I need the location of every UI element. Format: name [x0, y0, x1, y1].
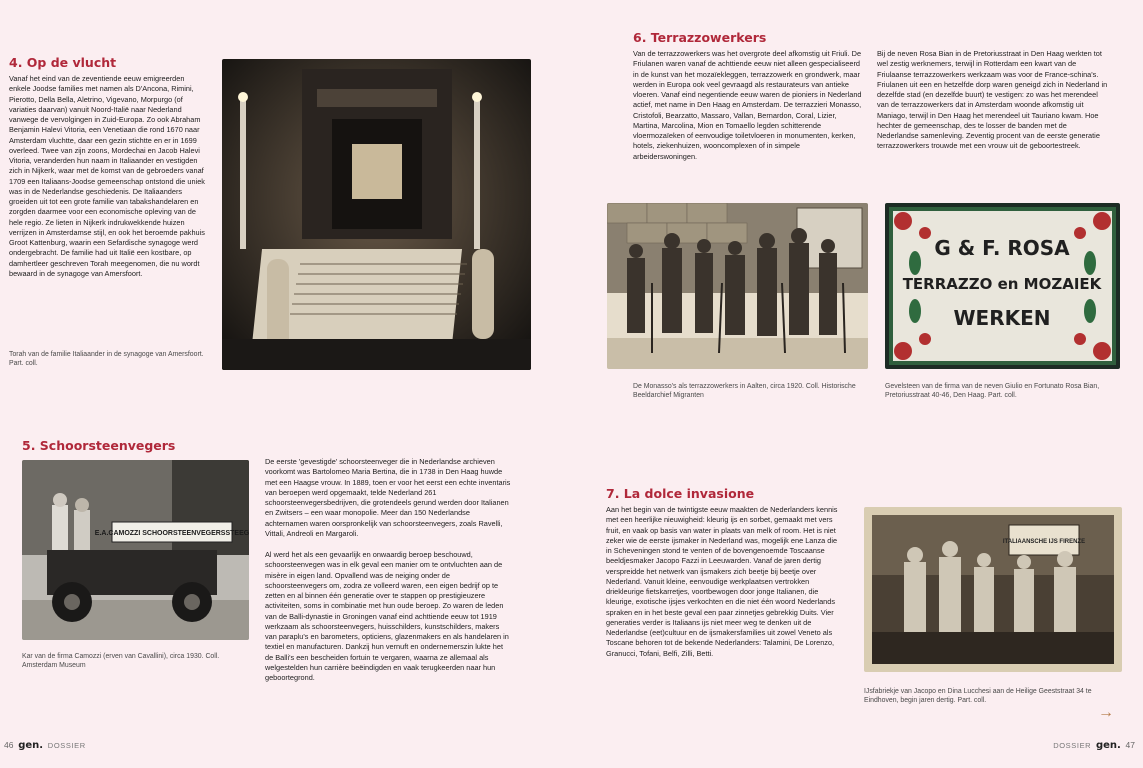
torah-photo	[222, 59, 531, 370]
footer-left	[4, 740, 86, 751]
rosa-gevelsteen-photo	[885, 203, 1120, 369]
section-7-body: Aan het begin van de twintigste eeuw maakten de Nederlanders kennis met een heerlijke nieuwigheid: kleurig ijs en sorbet, gemaakt met vers fruit, en vaak op basis van water in plaats van melk of room. Het is niet zeker wie de eerste ijsmaker in Nederland was, mogelijk ene Lanza die in Scheveningen stond te venten of de bovengenoemde Toscaanse beeldjesmaker Jacopo Fazzi in Leeuwarden. Vanaf de jaren dertig verspreidde het netwerk van ijsmakers zich beetje bij beetje over Nederland. Vanuit kleine, eenvoudige werkplaatsen vertrokken driekleurige fietskarretjes, voortbewogen door jonge Italianen, die kleurige, exotische ijsjes verkochten en die niet één woord Nederlands spraken en in het beste geval een paar zinnetjes gebrekkig Duits. Vier generaties verder is Italiaans ijs niet meer weg te denken uit de Nederlandse (eet)cultuur en de ijsmakersfamilies uit zowel Veneto als Toscane behoren tot de bekende Nederlanders: Talamini, De Lorenzo, Granucci, Tofani, Belfi, Zilli, Betti.	[606, 505, 838, 658]
sign-line-2: TERRAZZO en MOZAIEK	[902, 275, 1102, 293]
section-7-title: 7. La dolce invasione	[606, 486, 755, 501]
next-arrow-icon[interactable]: →	[1098, 704, 1114, 721]
sign-line-3: WERKEN	[953, 306, 1051, 330]
section-4-body: Vanaf het eind van de zeventiende eeuw emigreerden enkele Joodse families met namen als D'Ancona, Rimini, Pierotto, Della Bella, Aletrino, Vigevano, Morpurgo (of variaties daarvan) vanuit Noord-Italië naar Nederland vanwege de vervolgingen in Zuid-Europa. Zo ook Abraham Benjamin Halevi Vitoria, een Venetiaan die rond 1670 naar Amsterdam vluchtte, daar een gezin stichtte en er in 1699 overleed. Twee van zijn zoons, Mordechai en Jacob Halevi Vitoria, veranderden hun naam in Italiaander en vestigden zich in Nijkerk, waar met de komst van de gebroeders vanaf 1709 een Italiaans-Joodse gemeenschap ontstond die uniek was in de Nederlandse geschiedenis. De Italiaanders groeiden uit tot een grote familie van tabakshandelaren en zorgden daarmee voor een economische opleving van de hele regio. Ze lieten in Nijkerk indrukwekkende huizen verrijzen in Amsterdamse stijl, en ook het beroemde pakhuis Groot Kattenburg, waarin een Sefardische synagoge werd ondergebracht. De familie had uit Italië een kostbare, op damhertleer geschreven Torah meegenomen, die nu wordt bewaard in de synagoge van Amersfoort.	[9, 74, 205, 278]
cart-sign: E.A.CAMOZZI SCHOORSTEENVEGERSSTEEG	[94, 530, 249, 537]
ice-sign: ITALIAANSCHE IJS FIRENZE	[1002, 539, 1086, 545]
section-5-caption: Kar van de firma Camozzi (erven van Cavallini), circa 1930. Coll. Amsterdam Museum	[22, 653, 220, 670]
section-6-caption-2: Gevelsteen van de firma van de neven Giulio en Fortunato Rosa Bian, Pretoriusstraat 40-46, Den Haag. Part. coll.	[885, 383, 1100, 400]
sign-line-1: G & F. ROSA	[934, 236, 1070, 260]
dossier-tag-right: DOSSIER	[1053, 741, 1092, 750]
section-6-title: 6. Terrazzowerkers	[633, 30, 767, 45]
section-6-caption-1: De Monasso's als terrazzowerkers in Aalten, circa 1920. Coll. Historische Beeldarchief Migranten	[633, 383, 856, 400]
dossier-tag-left: DOSSIER	[47, 741, 86, 750]
section-4-caption: Torah van de familie Italiaander in de synagoge van Amersfoort. Part. coll.	[9, 351, 204, 368]
terrazzo-workers-photo	[607, 203, 868, 369]
section-5-body-2: Al werd het als een gevaarlijk en onwaardig beroep beschouwd, schoorsteenvegen was in elk geval een manier om te ontvluchten aan de misère in eigen land. Opvallend was de neiging onder de schoorsteenvegers om, zodra ze volleerd waren, een eigen bedrijf op te zetten en al binnen één generatie over te stappen op prestigieuzere activiteiten, soms in combinatie met hun oude beroep. Zo waren de leden van de Balli-dynastie in Groningen vanaf eind achttiende eeuw tot 1919 werkzaam als schoorsteenvegers, huisschilders, kunstschilders, makers van paraplu's en barometers, opticiens, glazenmakers en als handelaren in textiel en manufacturen. Dankzij hun vernuft en ondernemerszin lukte het de Balli's een bescheiden fortuin te vergaren, waarna ze allemaal als welgestelden hun carrière beëindigden en vaak terugkeerden naar hun geboortegrond.	[265, 550, 509, 682]
page-number-left: 46	[4, 740, 14, 750]
section-6-body-1: Van de terrazzowerkers was het overgrote deel afkomstig uit Friuli. De Friulanen waren vanaf de achttiende eeuw niet alleen gespecialiseerd in de kunst van het mozaïekleggen, terrazzowerk en grondwerk, maar werden in Europa ook veel gevraagd als restaurateurs van antieke vloeren. Vanaf eind negentiende eeuw waren de pioniers in Nederland actief, met name in Den Haag en Amsterdam. De terrazzieri Monasso, Cristofoli, Bearzatto, Massaro, Vallan, Bernardon, Coral, Lizier, Martina, Marcolina, Mion en Tomaello legden schitterende vloermozaïeken of eenvoudige toiletvloeren in monumenten, kerken, hotels, ziekenhuizen, wooncomplexen of in simpele arbeiderswoningen.	[633, 49, 862, 161]
section-4-title: 4. Op de vlucht	[9, 55, 117, 70]
brand-right: gen.	[1095, 740, 1121, 751]
chimney-sweep-cart-photo	[22, 460, 249, 640]
section-7-caption: IJsfabriekje van Jacopo en Dina Lucchesi aan de Heilige Geeststraat 34 te Eindhoven, begin jaren dertig. Part. coll.	[864, 688, 1092, 705]
section-6-body-2: Bij de neven Rosa Bian in de Pretoriusstraat in Den Haag werkten tot wel zestig werknemers, terwijl in Rotterdam een kwart van de Friulaanse terrazzowerkers werkzaam was voor de France-schina's. Friulanen uit een en hetzelfde dorp waren geneigd zich in Nederland in dezelfde stad (en dezelfde buurt) te vestigen: zo was het merendeel van de terrazzowerkers dat in Amsterdam woonde afkomstig uit Maniago, terwijl in Den Haag het merendeel uit Tauriano kwam. Hoe hechter de gemeenschap, des te losser de banden met de Nederlandse samenleving. Zeventig procent van de eerste generatie terrazzowerkers trouwde met een vrouw uit de geboortestreek.	[877, 49, 1108, 151]
section-5-title: 5. Schoorsteenvegers	[22, 438, 176, 453]
page-number-right: 47	[1125, 740, 1135, 750]
brand-left: gen.	[18, 740, 44, 751]
ice-cream-factory-photo	[864, 507, 1122, 672]
footer-right	[1053, 740, 1135, 751]
section-5-body-1: De eerste 'gevestigde' schoorsteenveger die in Nederlandse archieven voorkomt was Bartolomeo Maria Bertina, die in 1738 in Den Haag huwde met een Haagse vrouw. In 1889, toen er voor het eerst een echte inventaris van beroepen werd opgemaakt, telde Nederland 261 schoorsteenvegersbedrijven, die grotendeels gerund werden door Italianen en Zwitsers – een waar monopolie. Meer dan 150 Nederlandse achternamen waren oorspronkelijk van schoorsteenvegers, zoals Ravelli, Vittali, Andreoli en Margaroli.	[265, 457, 511, 538]
